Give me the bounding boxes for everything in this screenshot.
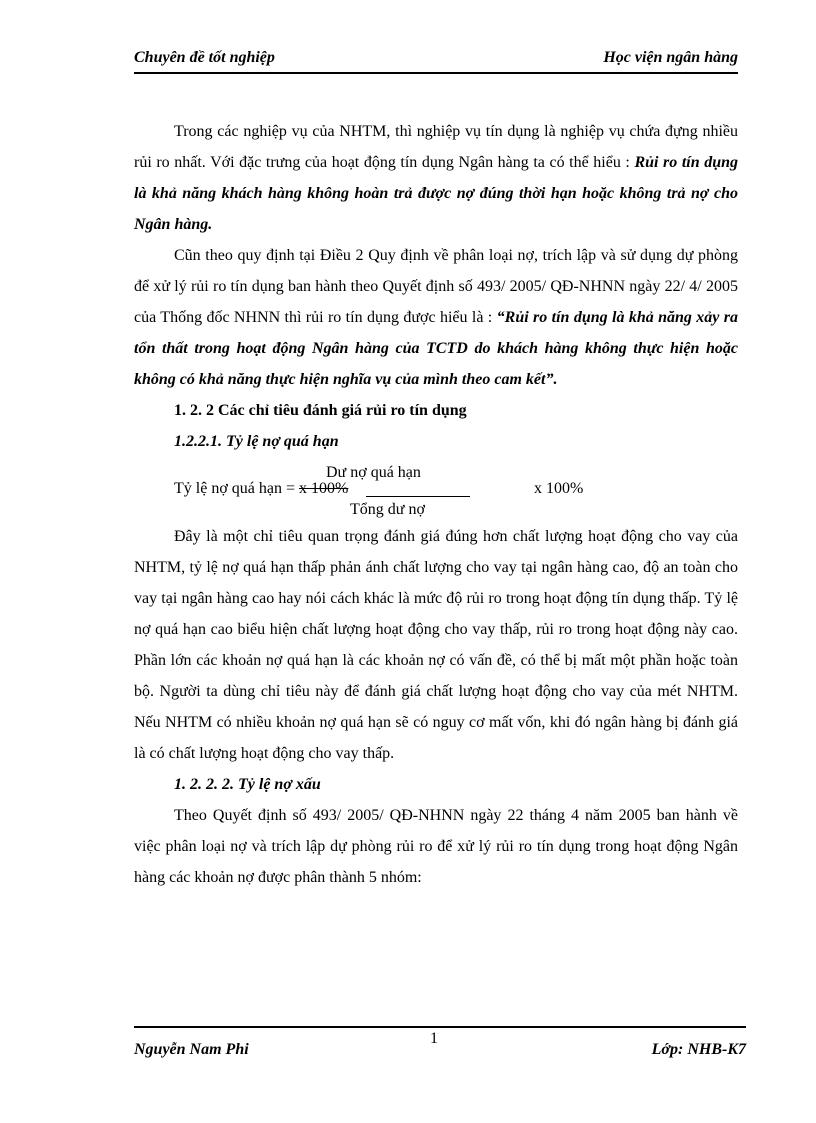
formula-denominator: Tổng dư nợ: [350, 501, 425, 518]
section-heading-1-2-2-1: 1.2.2.1. Tỷ lệ nợ quá hạn: [174, 433, 339, 450]
page-header: [134, 46, 738, 74]
paragraph-3: Đây là một chỉ tiêu quan trọng đánh giá đúng hơn chất lượng hoạt động cho vay của NHTM, tỷ lệ nợ quá hạn thấp phản ánh chất lượng cho vay tại ngân hàng cao, độ an toàn cho vay tại ngân hàng cao hay nói cách khác là mức độ rủi ro trong hoạt động tín dụng thấp. Tỷ lệ nợ quá hạn cao biểu hiện chất lượng hoạt động cho vay thấp, rủi ro trong hoạt động này cao. Phần lớn các khoản nợ quá hạn là các khoản nợ có vấn đề, có thể bị mất một phần hoặc toàn bộ. Người ta dùng chỉ tiêu này để đánh giá chất lượng hoạt động cho vay của mét NHTM. Nếu NHTM có nhiều khoản nợ quá hạn sẽ có nguy cơ mất vốn, khi đó ngân hàng bị đánh giá là có chất lượng hoạt động cho vay thấp.: [134, 528, 738, 762]
header-institution: Học viện ngân hàng: [603, 49, 738, 66]
formula-label-text: Tỷ lệ nợ quá hạn =: [174, 480, 300, 497]
page-number: 1: [430, 1030, 438, 1047]
paragraph-1-definition: Rủi ro tín dụng là khả năng khách hàng không hoàn trả được nợ đúng thời hạn hoặc không trả nợ cho Ngân hàng.: [134, 154, 738, 233]
header-title: Chuyên đề tốt nghiệp: [134, 49, 275, 66]
formula-numerator: Dư nợ quá hạn: [326, 464, 421, 481]
section-heading-1-2-2: 1. 2. 2 Các chỉ tiêu đánh giá rủi ro tín dụng: [174, 402, 467, 419]
footer-author: Nguyễn Nam Phi: [134, 1041, 249, 1058]
paragraph-4: Theo Quyết định số 493/ 2005/ QĐ-NHNN ngày 22 tháng 4 năm 2005 ban hành về việc phân loại nợ và trích lập dự phòng rủi ro để xử lý rủi ro tín dụng trong hoạt động Ngân hàng các khoản nợ được phân thành 5 nhóm:: [134, 807, 738, 886]
document-body: [134, 116, 738, 893]
paragraph-1: [134, 116, 738, 240]
overdue-ratio-formula: [134, 457, 738, 521]
formula-multiplier: x 100%: [534, 480, 584, 497]
paragraph-1-text: Trong các nghiệp vụ của NHTM, thì nghiệp vụ tín dụng là nghiệp vụ chứa đựng nhiều rủi ro nhất. Với đặc trưng của hoạt động tín dụng Ngân hàng ta có thể hiểu :: [134, 123, 738, 171]
paragraph-2-definition: “Rủi ro tín dụng là khả năng xảy ra tổn thất trong hoạt động Ngân hàng của TCTD do khách hàng không thực hiện hoặc không có khả năng thực hiện nghĩa vụ của mình theo cam kết”.: [134, 309, 738, 388]
footer-class: Lớp: NHB-K7: [651, 1041, 746, 1058]
page-footer: [134, 1026, 746, 1068]
paragraph-2: [134, 240, 738, 395]
formula-struck-text: x 100%: [299, 480, 349, 497]
section-heading-1-2-2-2: 1. 2. 2. 2. Tỷ lệ nợ xấu: [174, 776, 321, 793]
paragraph-2-text: Cũn theo quy định tại Điều 2 Quy định về phân loại nợ, trích lập và sử dụng dự phòng để xử lý rủi ro tín dụng ban hành theo Quyết định số 493/ 2005/ QĐ-NHNN ngày 22/ 4/ 2005 của Thống đốc NHNN thì rủi ro tín dụng được hiểu là :: [134, 247, 738, 326]
formula-label: [174, 473, 348, 504]
